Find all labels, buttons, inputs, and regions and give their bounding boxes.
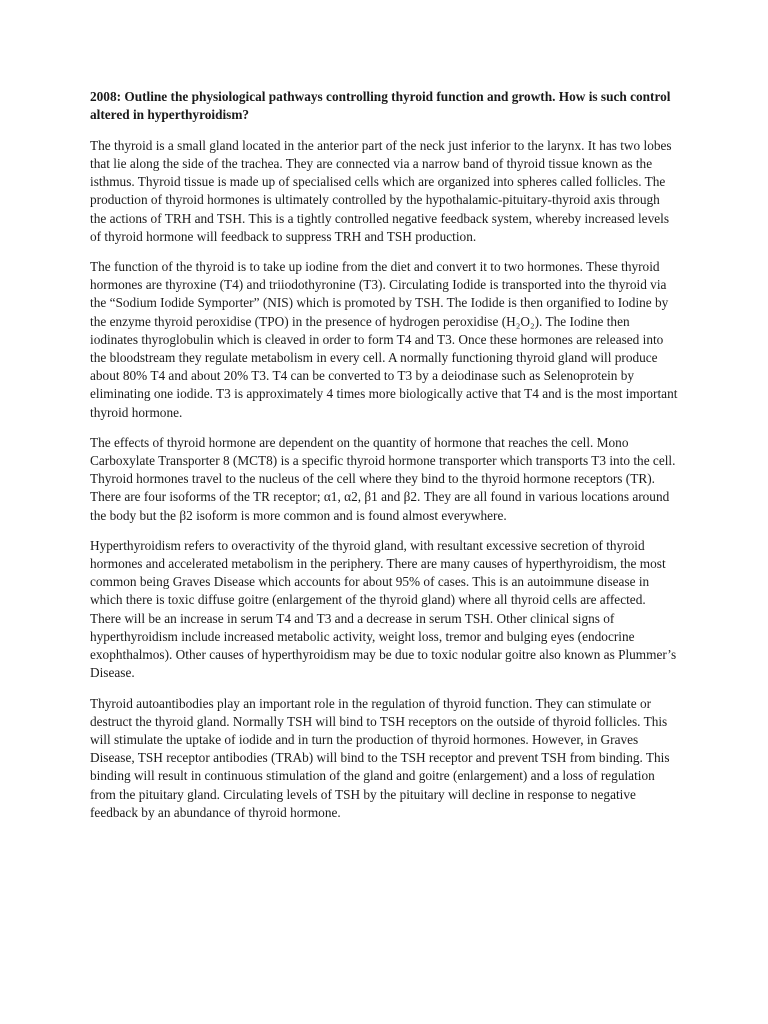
document-page — [90, 88, 678, 822]
paragraph-thyroid-anatomy: The thyroid is a small gland located in the anterior part of the neck just inferior to the larynx. It has two lobes that lie along the side of the trachea. They are connected via a narrow band of thyroid tissue known as the isthmus. Thyroid tissue is made up of specialised cells which are organized into spheres called follicles. The production of thyroid hormones is ultimately controlled by the hypothalamic-pituitary-thyroid axis through the actions of TRH and TSH. This is a tightly controlled negative feedback system, whereby increased levels of thyroid hormone will feedback to suppress TRH and TSH production. — [90, 137, 672, 244]
paragraph-hormone-effects: The effects of thyroid hormone are dependent on the quantity of hormone that reaches the cell. Mono Carboxylate Transporter 8 (MCT8) is a specific thyroid hormone transporter which transports T3 into the cell. Thyroid hormones travel to the nucleus of the cell where they bind to the thyroid hormone receptors (TR). There are four isoforms of the TR receptor; α1, α2, β1 and β2. They are all found in various locations around the body but the β2 isoform is more common and is found almost everywhere. — [90, 434, 676, 523]
paragraph-hormone-synthesis: The function of the thyroid is to take up iodine from the diet and convert it to two hormones. These thyroid hormones are thyroxine (T4) and triiodothyronine (T3). Circulating Iodide is transported into the thyroid via the “Sodium Iodide Symporter” (NIS) which is promoted by TSH. The Iodide is then organified to Iodine by the enzyme thyroid peroxidise (TPO) in the presence of hydrogen peroxidise (H₂O₂). The Iodine then iodinates thyroglobulin which is cleaved in order to form T4 and T3. Once these hormones are released into the bloodstream they regulate metabolism in every cell. A normally functioning thyroid gland will produce about 80% T4 and about 20% T3. T4 can be converted to T3 by a deiodinase such as Selenoprotein by eliminating one iodide. T3 is approximately 4 times more biologically active that T4 and is the most important thyroid hormone. — [90, 259, 678, 420]
paragraph-hyperthyroidism: Hyperthyroidism refers to overactivity of the thyroid gland, with resultant excessive secretion of thyroid hormones and accelerated metabolism in the periphery. There are many causes of hyperthyroidism, the most common being Graves Disease which accounts for about 95% of cases. This is an autoimmune disease in which there is toxic diffuse goitre (enlargement of the thyroid gland) where all thyroid cells are affected. There will be an increase in serum T4 and T3 and a decrease in serum TSH. Other clinical signs of hyperthyroidism include increased metabolic activity, weight loss, tremor and bulging eyes (endocrine exophthalmos). Other causes of hyperthyroidism may be due to toxic nodular goitre also known as Plummer’s Disease. — [90, 537, 677, 681]
paragraph-autoantibodies: Thyroid autoantibodies play an important role in the regulation of thyroid function. They can stimulate or destruct the thyroid gland. Normally TSH will bind to TSH receptors on the outside of thyroid follicles. This will stimulate the uptake of iodide and in turn the production of thyroid hormones. However, in Graves Disease, TSH receptor antibodies (TRAb) will bind to the TSH receptor and prevent TSH from binding. This binding will result in continuous stimulation of the gland and goitre (enlargement) and a loss of regulation from the pituitary gland. Circulating levels of TSH by the pituitary will decline in response to negative feedback by an abundance of thyroid hormone. — [90, 695, 670, 820]
essay-question-heading: 2008: Outline the physiological pathways controlling thyroid function and growth. How is such control altered in hyperthyroidism? — [90, 89, 671, 123]
